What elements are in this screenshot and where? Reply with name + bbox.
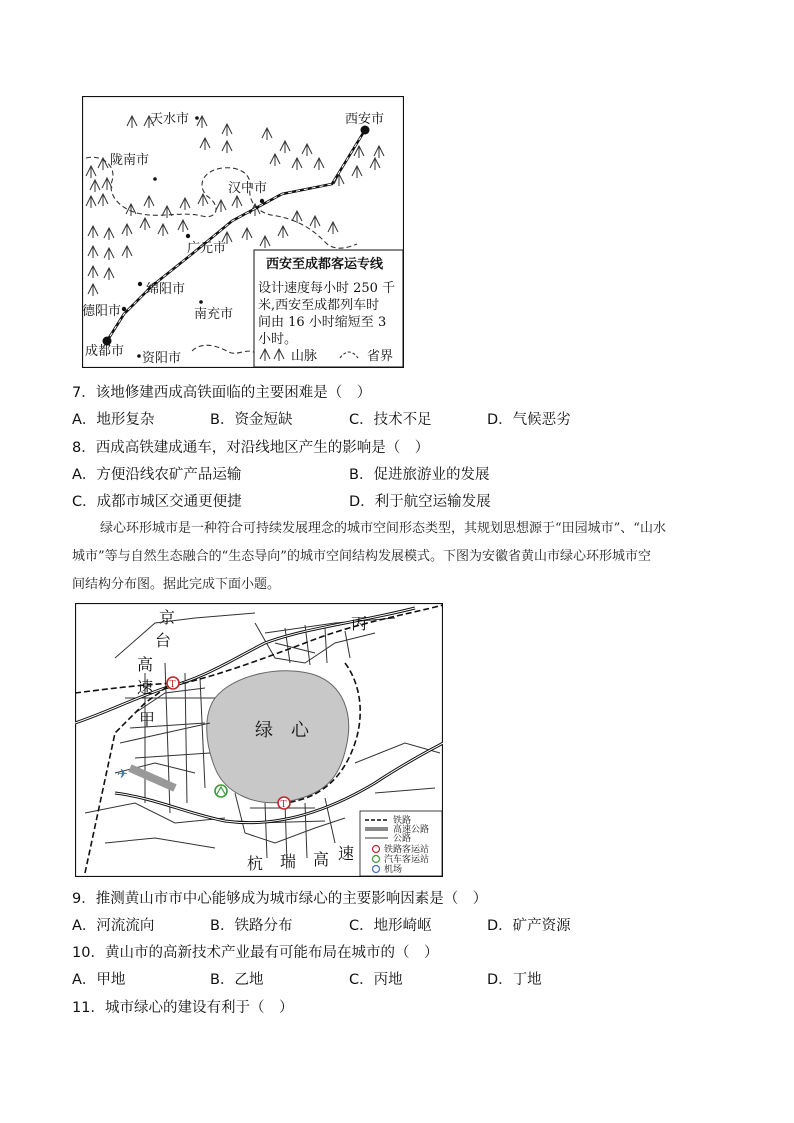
jingtai-char-3: 高 (137, 655, 154, 674)
q9-option-a[interactable]: A．河流流向 (72, 918, 155, 934)
svg-text:T: T (280, 800, 287, 810)
city-guangyuan: 广元市 (187, 241, 227, 256)
legend-railway-station: 铁路客运站 (384, 845, 430, 855)
jingtai-char-1: 京 (159, 608, 176, 627)
question-9-stem: 9．推测黄山市市中心能够成为城市绿心的主要影响因素是（ ） (72, 891, 488, 907)
label-bing: 丙 (351, 614, 368, 633)
hangrui-char-3: 高 (313, 850, 330, 869)
q8-option-c[interactable]: C．成都市城区交通更便捷 (72, 494, 242, 510)
map-xian-chengdu (82, 96, 404, 368)
city-deyang: 德阳市 (82, 304, 122, 319)
map-huangshan-green-heart (75, 603, 443, 877)
q9-option-d[interactable]: D．矿产资源 (487, 918, 571, 934)
green-heart-label: 绿 心 (255, 720, 309, 741)
svg-text:T: T (169, 680, 176, 690)
legend-mountain-label: 山脉 (291, 349, 318, 364)
city-chengdu: 成都市 (85, 344, 125, 359)
q8-option-d[interactable]: D．利于航空运输发展 (349, 494, 491, 510)
passage-line-3: 间结构分布图。据此完成下面小题。 (72, 577, 281, 592)
airport-icon: ✈ (117, 767, 128, 782)
label-jia: 甲 (139, 710, 156, 729)
q9-option-c[interactable]: C．地形崎岖 (349, 918, 432, 934)
info-box-line-3: 间由 16 小时缩短至 3 (258, 315, 387, 330)
passage-line-1: 绿心环形城市是一种符合可持续发展理念的城市空间形态类型，其规划思想源于“田园城市”、“山水 (100, 521, 666, 536)
q7-option-d[interactable]: D．气候恶劣 (487, 412, 571, 428)
info-box-line-1: 设计速度每小时 250 千 (258, 281, 396, 296)
q8-option-a[interactable]: A．方便沿线农矿产品运输 (72, 467, 242, 483)
city-longnan: 陇南市 (110, 153, 150, 168)
question-10-stem: 10．黄山市的高新技术产业最有可能布局在城市的（ ） (72, 945, 439, 961)
question-7-stem: 7．该地修建西成高铁面临的主要困难是（ ） (72, 385, 372, 401)
q10-option-d[interactable]: D．丁地 (487, 972, 542, 988)
question-11-stem: 11．城市绿心的建设有利于（ ） (72, 1000, 294, 1016)
info-box-line-4: 小时。 (258, 332, 298, 347)
passage-line-2: 城市”等与自然生态融合的“生态导向”的城市空间结构发展模式。下图为安徽省黄山市绿心环形城市空 (72, 549, 651, 564)
jingtai-char-4: 速 (137, 678, 154, 697)
jingtai-char-2: 台 (155, 631, 172, 650)
q7-option-c[interactable]: C．技术不足 (349, 412, 432, 428)
q7-option-a[interactable]: A．地形复杂 (72, 412, 155, 428)
info-box-line-2: 米,西安至成都列车时 (258, 298, 380, 313)
legend-railway: 铁路 (393, 816, 412, 826)
q10-option-b[interactable]: B．乙地 (210, 972, 264, 988)
city-hanzhong: 汉中市 (228, 181, 268, 196)
q10-option-a[interactable]: A．甲地 (72, 972, 126, 988)
city-tianshui: 天水市 (150, 112, 190, 127)
hangrui-char-4: 速 (338, 844, 355, 863)
legend-airport: 机场 (384, 865, 403, 875)
info-box-title: 西安至成都客运专线 (266, 257, 384, 272)
legend-road: 公路 (393, 834, 412, 844)
city-xian: 西安市 (345, 112, 385, 127)
q8-option-b[interactable]: B．促进旅游业的发展 (349, 467, 490, 483)
q9-option-b[interactable]: B．铁路分布 (210, 918, 293, 934)
hangrui-char-1: 杭 (247, 854, 264, 873)
city-ziyang: 资阳市 (142, 351, 182, 366)
city-nanchong: 南充市 (194, 307, 234, 322)
hangrui-char-2: 瑞 (280, 852, 297, 871)
city-mianyang: 绵阳市 (146, 282, 186, 297)
legend-expressway: 高速公路 (393, 825, 430, 835)
legend-border-label: 省界 (367, 349, 394, 364)
q7-option-b[interactable]: B．资金短缺 (210, 412, 293, 428)
q10-option-c[interactable]: C．丙地 (349, 972, 403, 988)
question-8-stem: 8．西成高铁建成通车，对沿线地区产生的影响是（ ） (72, 440, 430, 456)
legend-bus-station: 汽车客运站 (384, 855, 430, 865)
